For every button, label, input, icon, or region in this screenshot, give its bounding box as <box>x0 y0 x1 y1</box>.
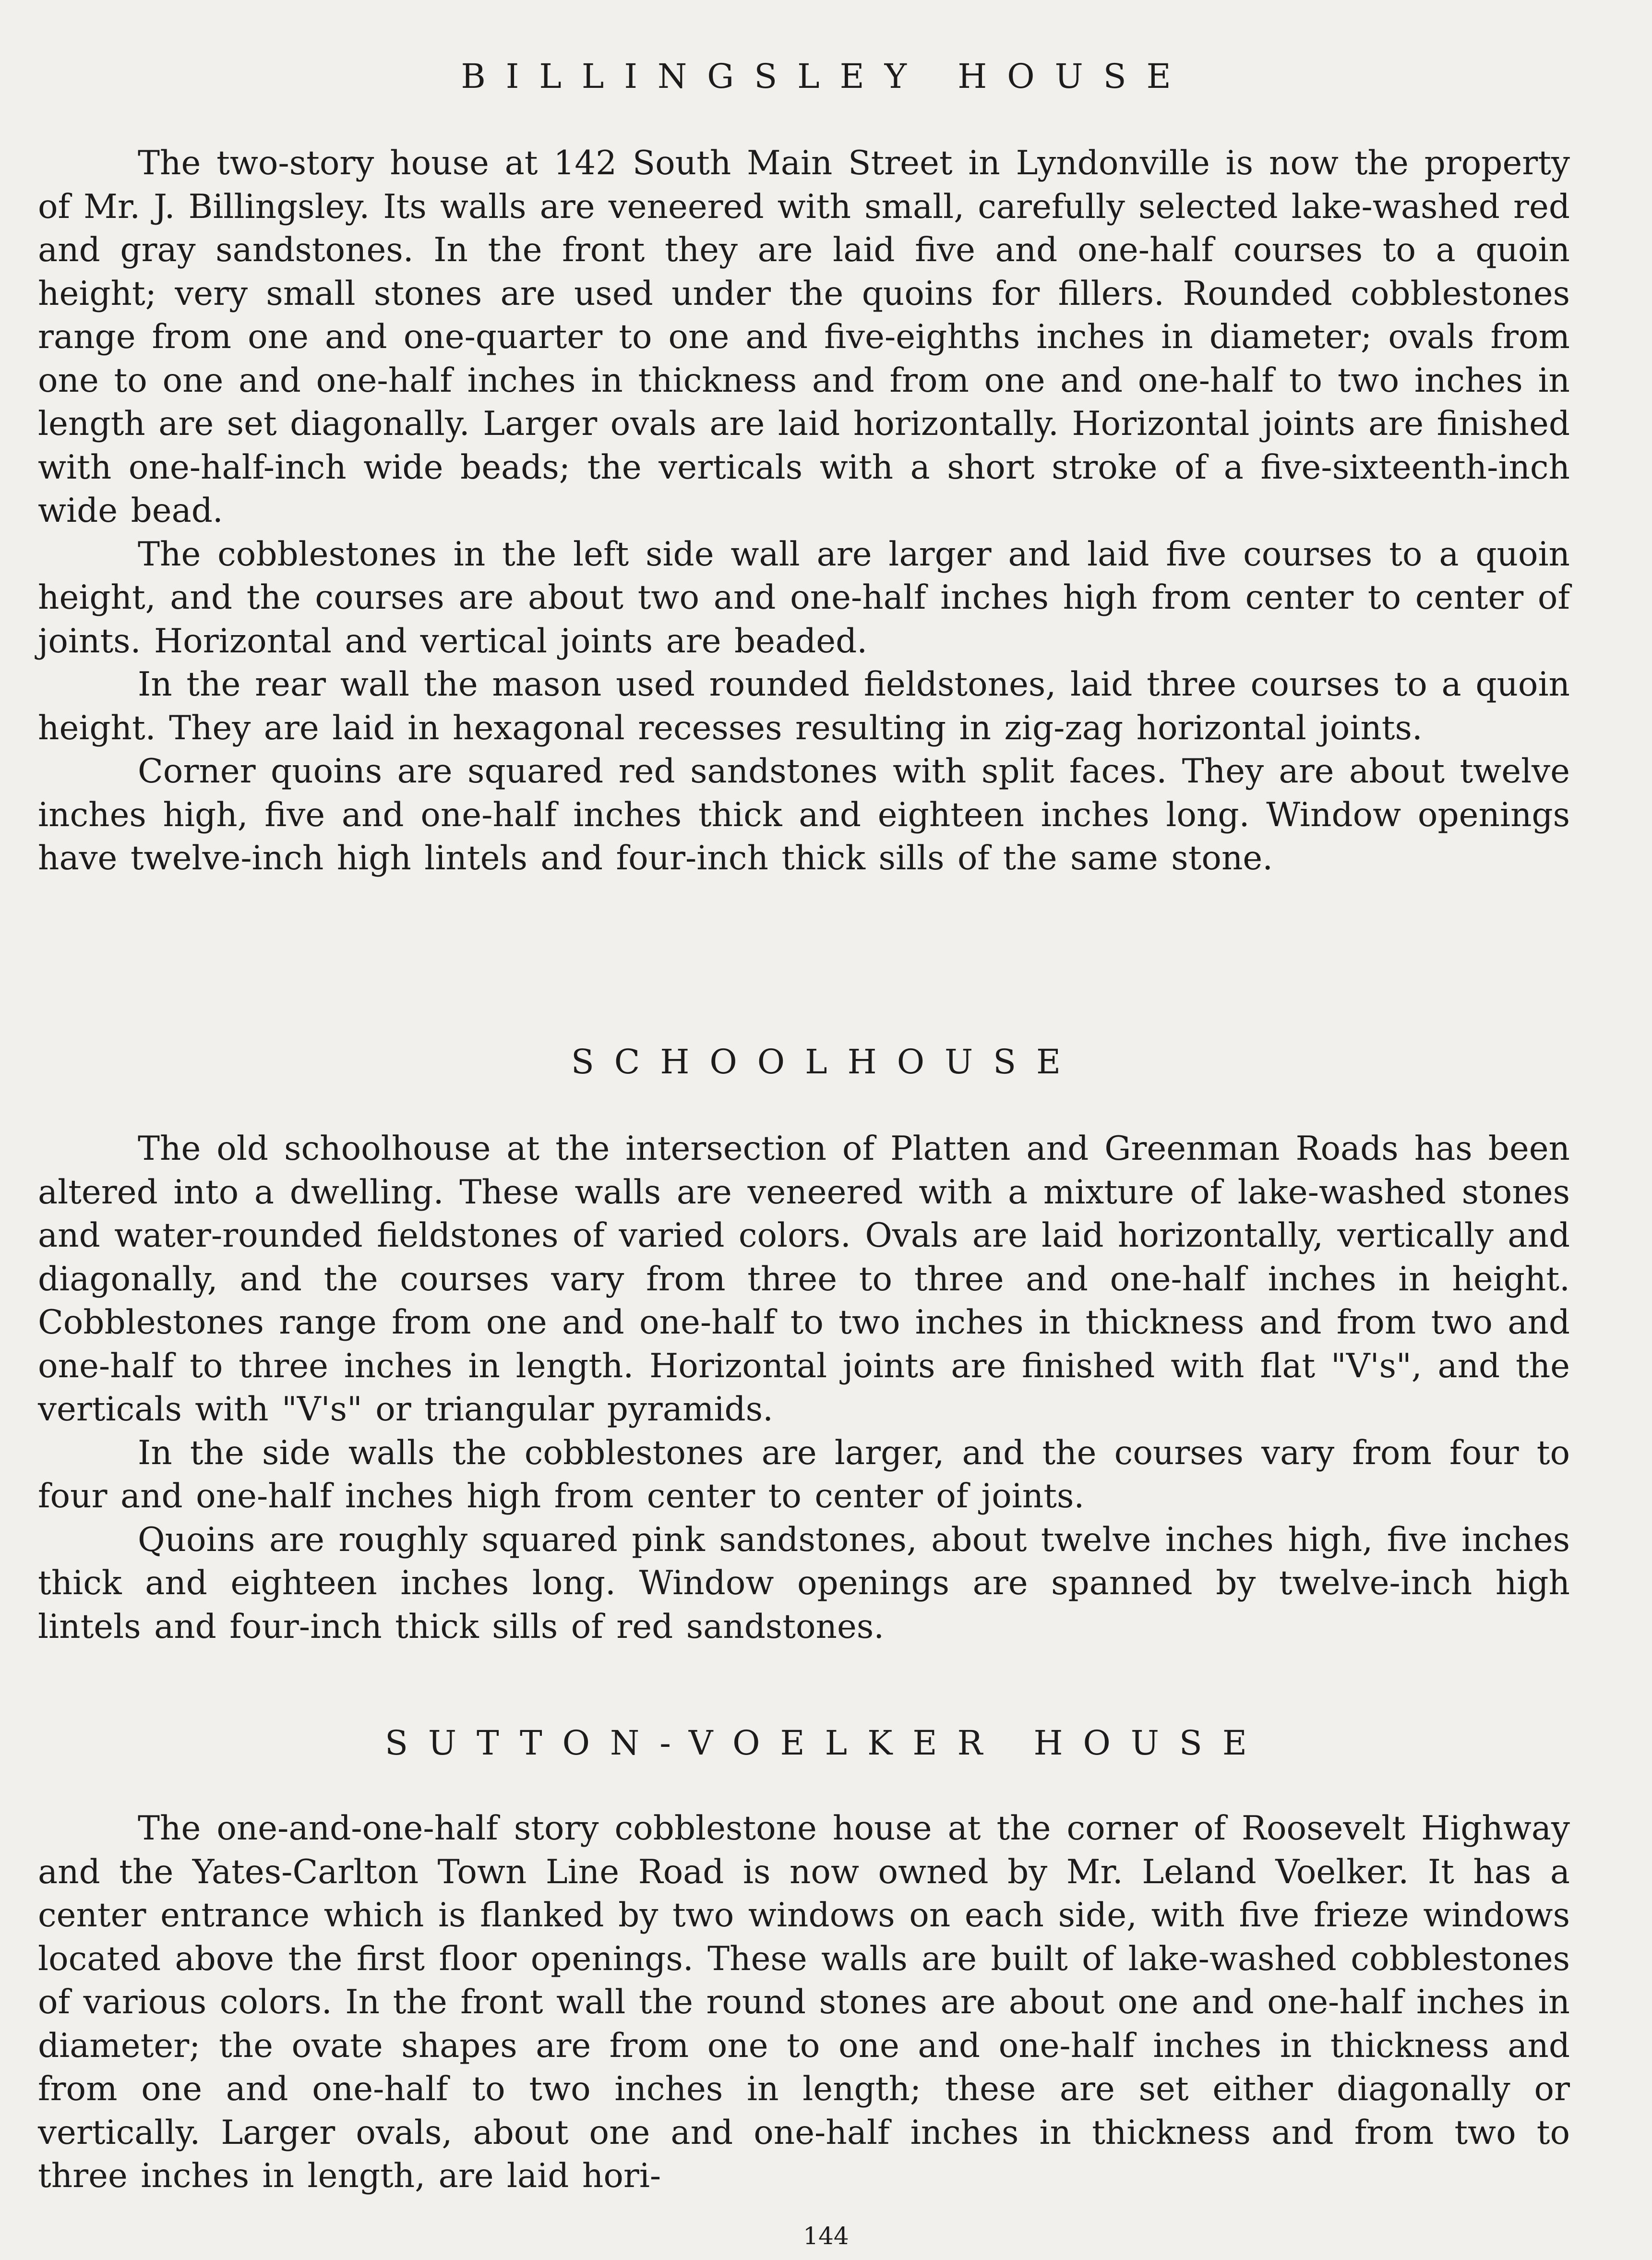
section-body-billingsley-house <box>38 142 1570 880</box>
section-body-sutton-voelker-house <box>38 1807 1570 2198</box>
section-body-schoolhouse <box>38 1127 1570 1648</box>
paragraph: The two-story house at 142 South Main Street in Lyndonville is now the property of Mr. J. Billingsley. Its walls are veneered with small, carefully selected lake-washed red and gray sandstones. In the front they are laid five and one-half courses to a quoin height; very small stones are used under the quoins for fillers. Rounded cobblestones range from one and one-quarter to one and five-eighths inches in diameter; ovals from one to one and one-half inches in thickness and from one and one-half to two inches in length are set diagonally. Larger ovals are laid horizontally. Horizontal joints are finished with one-half-inch wide beads; the verticals with a short stroke of a five-sixteenth-inch wide bead. <box>38 144 1570 530</box>
paragraph: The cobblestones in the left side wall are larger and laid five courses to a quoin height, and the courses are about two and one-half inches high from center to center of joints. Horizontal and vertical joints are beaded. <box>38 535 1570 661</box>
paragraph: Corner quoins are squared red sandstones with split faces. They are about twelve inches high, five and one-half inches thick and eighteen inches long. Window openings have twelve-inch high lintels and four-inch thick sills of the same stone. <box>38 752 1570 878</box>
section-title-billingsley-house: BILLINGSLEY HOUSE <box>461 57 1191 96</box>
paragraph: In the rear wall the mason used rounded fieldstones, laid three courses to a quoin height. They are laid in hexagonal recesses resulting in zig-zag horizontal joints. <box>38 665 1570 747</box>
page-number: 144 <box>803 2222 849 2250</box>
paragraph: Quoins are roughly squared pink sandstones, about twelve inches high, five inches thick and eighteen inches long. Window openings are spanned by twelve-inch high lintels and four-inch thick sills of red sandstones. <box>38 1520 1570 1646</box>
section-title-sutton-voelker-house: SUTTON-VOELKER HOUSE <box>385 1723 1267 1763</box>
section-title-schoolhouse: SCHOOLHOUSE <box>571 1042 1081 1082</box>
paragraph: The one-and-one-half story cobblestone house at the corner of Roosevelt Highway and the Yates-Carlton Town Line Road is now owned by Mr. Leland Voelker. It has a center entrance which is flanked by two windows on each side, with five frieze windows located above the first floor openings. These walls are built of lake-washed cobblestones of various colors. In the front wall the round stones are about one and one-half inches in diameter; the ovate shapes are from one to one and one-half inches in thickness and from one and one-half to two inches in length; these are set either diagonally or vertically. Larger ovals, about one and one-half inches in thickness and from two to three inches in length, are laid hori- <box>38 1809 1570 2195</box>
paragraph: The old schoolhouse at the intersection of Platten and Greenman Roads has been altered into a dwelling. These walls are veneered with a mixture of lake-washed stones and water-rounded fieldstones of varied colors. Ovals are laid horizontally, vertically and diagonally, and the courses vary from three to three and one-half inches in height. Cobblestones range from one and one-half to two inches in thickness and from two and one-half to three inches in length. Horizontal joints are finished with flat "V's", and the verticals with "V's" or triangular pyramids. <box>38 1130 1570 1429</box>
paragraph: In the side walls the cobblestones are larger, and the courses vary from four to four and one-half inches high from center to center of joints. <box>38 1433 1570 1515</box>
